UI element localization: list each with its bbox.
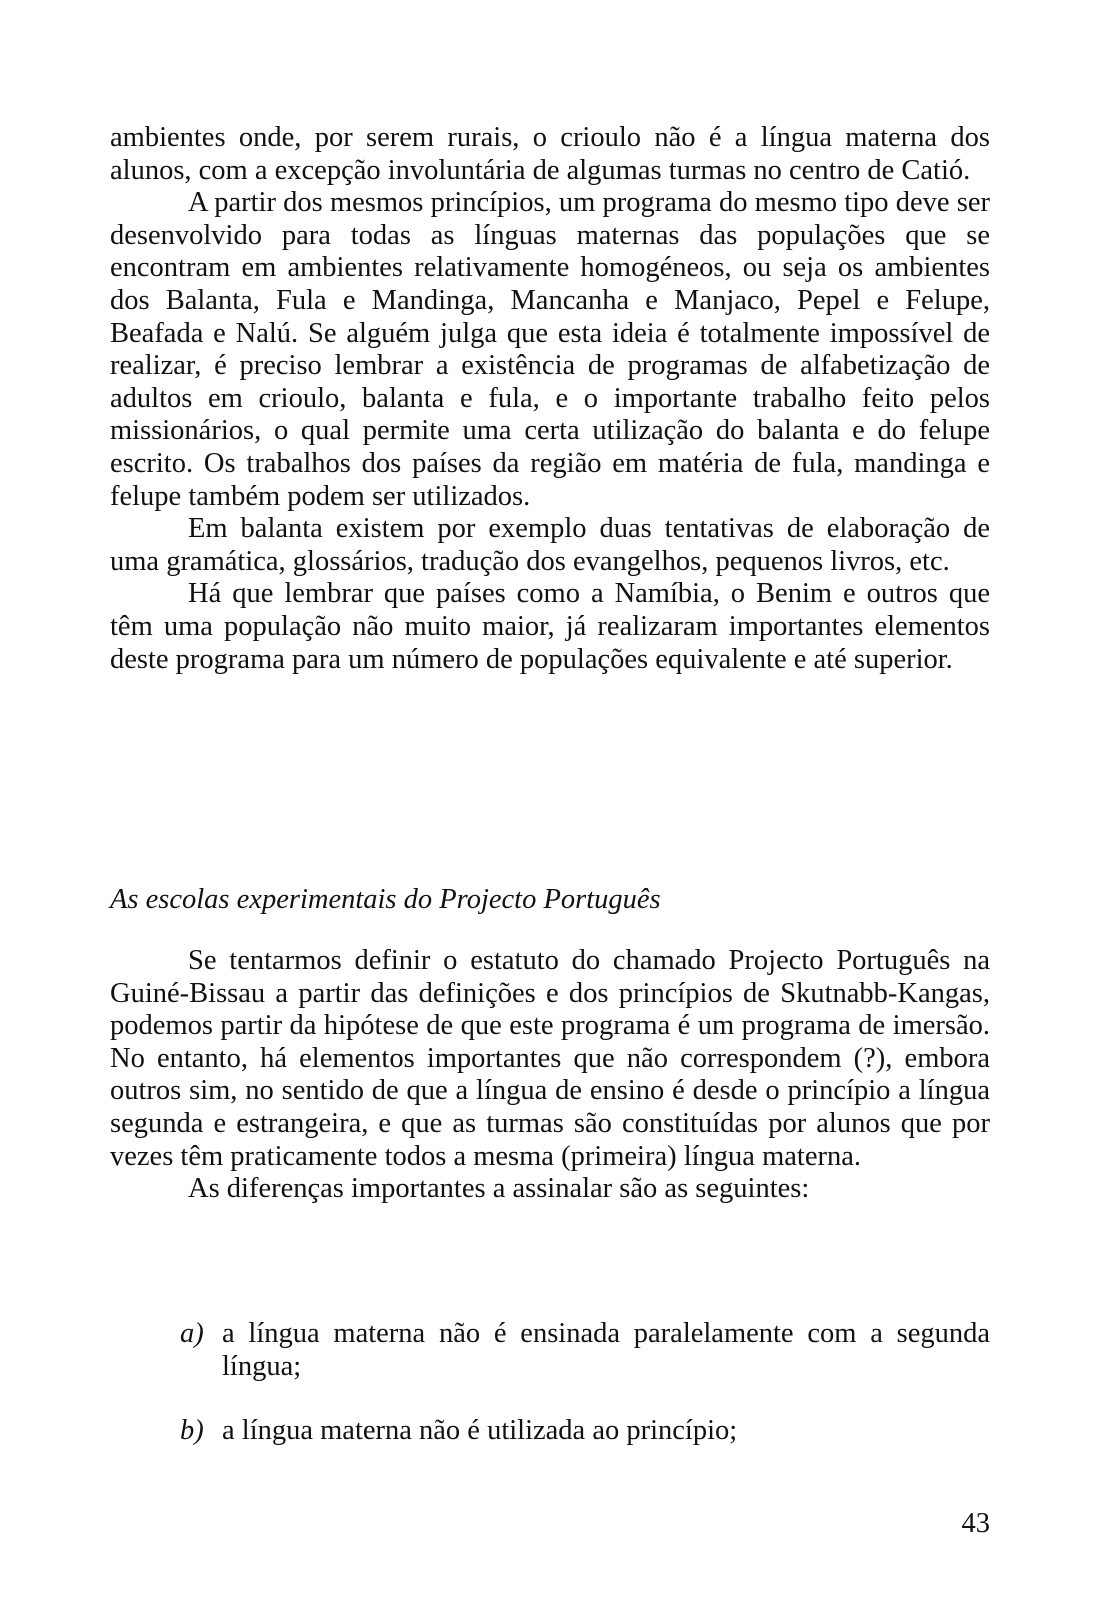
page-number: 43 [961, 1508, 990, 1539]
paragraph-continuation: ambientes onde, por serem rurais, o crioulo não é a língua materna dos alunos, com a excepção involuntária de algumas turmas no centro de Catió. [110, 122, 990, 186]
paragraph-balanta: Em balanta existem por exemplo duas tentativas de elaboração de uma gramática, glossários, tradução dos evangelhos, pequenos livros, etc. [110, 513, 990, 577]
section-body [110, 945, 990, 1206]
list-item-b [180, 1415, 990, 1448]
list-text-b: a língua materna não é utilizada ao princípio; [222, 1415, 738, 1446]
section-heading: As escolas experimentais do Projecto Português [110, 884, 661, 915]
list-marker-b: b) [180, 1415, 204, 1446]
list-marker-a: a) [180, 1318, 204, 1349]
body-text [110, 122, 990, 676]
paragraph-programa-linguas-maternas: A partir dos mesmos princípios, um programa do mesmo tipo deve ser desenvolvido para todas as línguas maternas das populações que se encontram em ambientes relativamente homogéneos, ou seja os ambientes dos Balanta, Fula e Mandinga, Mancanha e Manjaco, Pepel e Felupe, Beafada e Nalú. Se alguém julga que esta ideia é totalmente impossível de realizar, é preciso lembrar a existência de programas de alfabetização de adultos em crioulo, balanta e fula, e o importante trabalho feito pelos missionários, o qual permite uma certa utilização do balanta e do felupe escrito. Os trabalhos dos países da região em matéria de fula, mandinga e felupe também podem ser utilizados. [110, 187, 990, 512]
list-text-a: a língua materna não é ensinada paralelamente com a segunda língua; [222, 1318, 990, 1382]
paragraph-namibia-benim: Há que lembrar que países como a Namíbia, o Benim e outros que têm uma população não muito maior, já realizaram importantes elementos deste programa para um número de populações equivalente e até superior. [110, 578, 990, 675]
list-item-a [180, 1318, 990, 1383]
paragraph-diferencas: As diferenças importantes a assinalar são as seguintes: [188, 1173, 810, 1205]
paragraph-projecto-portugues: Se tentarmos definir o estatuto do chamado Projecto Português na Guiné-Bissau a partir das definições e dos princípios de Skutnabb-Kangas, podemos partir da hipótese de que este programa é um programa de imersão. No entanto, há elementos importantes que não correspondem (?), embora outros sim, no sentido de que a língua de ensino é desde o princípio a língua segunda e estrangeira, e que as turmas são constituídas por alunos que por vezes têm praticamente todos a mesma (primeira) língua materna. [110, 945, 990, 1172]
